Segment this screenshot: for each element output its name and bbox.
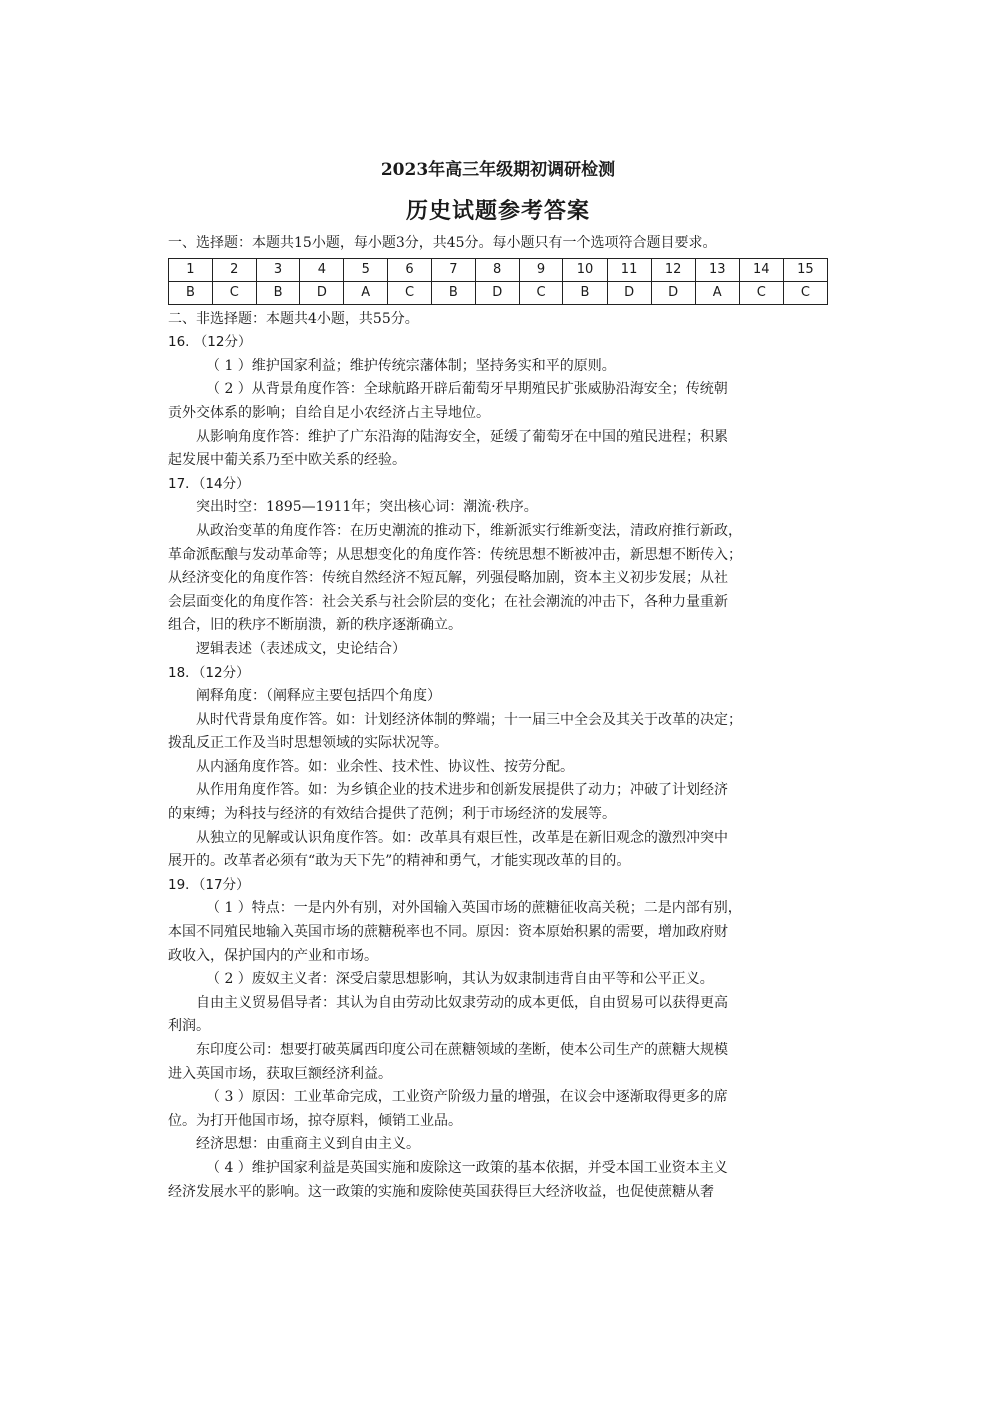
q19-part3-line2: 位。为打开他国市场，掠夺原料，倾销工业品。 [168, 1112, 462, 1129]
answer-cell: C [388, 281, 432, 304]
q16-part2-line2: 贡外交体系的影响；自给自足小农经济占主导地位。 [168, 404, 490, 421]
answer-cell: D [651, 281, 695, 304]
q17-para2-line1: 从政治变革的角度作答：在历史潮流的推动下，维新派实行维新变法，清政府推行新政， [196, 522, 742, 539]
answer-cell: C [739, 281, 783, 304]
q18-para5-line2: 展开的。改革者必须有“敢为天下先”的精神和勇气，才能实现改革的目的。 [168, 853, 631, 870]
question-number: 4 [300, 258, 344, 281]
q18-para1: 阐释角度：（阐释应主要包括四个角度） [196, 688, 441, 705]
q16-part3-line1: 从影响角度作答：维护了广东沿海的陆海安全，延缓了葡萄牙在中国的殖民进程；积累 [196, 428, 728, 445]
answer-cell: A [344, 281, 388, 304]
answer-cell: B [169, 281, 213, 304]
q17-para2-line5: 组合，旧的秩序不断崩溃，新的秩序逐渐确立。 [168, 617, 462, 634]
answer-cell: B [563, 281, 607, 304]
question-number: 15 [783, 258, 827, 281]
q19-part1-line1: （ 1 ）特点：一是内外有别，对外国输入英国市场的蔗糖征收高关税；二是内部有别， [206, 900, 742, 917]
q17-para1: 突出时空：1895—1911年；突出核心词：潮流·秩序。 [196, 499, 538, 516]
q18-para2-line2: 拨乱反正工作及当时思想领域的实际状况等。 [168, 735, 448, 752]
question-number: 6 [388, 258, 432, 281]
q16-part1: （ 1 ）维护国家利益；维护传统宗藩体制；坚持务实和平的原则。 [206, 357, 616, 374]
answer-cell: A [695, 281, 739, 304]
q19-para6: 经济思想：由重商主义到自由主义。 [196, 1136, 420, 1153]
question-number: 3 [256, 258, 300, 281]
q17-para2-line4: 会层面变化的角度作答：社会关系与社会阶层的变化；在社会潮流的冲击下，各种力量重新 [168, 593, 728, 610]
answer-cell: C [519, 281, 563, 304]
q19-part4-line1: （ 4 ）维护国家利益是英国实施和废除这一政策的基本依据，并受本国工业资本主义 [206, 1159, 728, 1176]
question-number: 14 [739, 258, 783, 281]
q18-para4-line2: 的束缚；为科技与经济的有效结合提供了范例；利于市场经济的发展等。 [168, 806, 616, 823]
question-number: 10 [563, 258, 607, 281]
q18-para5-line1: 从独立的见解或认识角度作答。如：改革具有艰巨性，改革是在新旧观念的激烈冲突中 [196, 829, 728, 846]
q19-part3-line1: （ 3 ）原因：工业革命完成，工业资产阶级力量的增强，在议会中逐渐取得更多的席 [206, 1089, 728, 1106]
q19-part1-line2: 本国不同殖民地输入英国市场的蔗糖税率也不同。原因：资本原始积累的需要，增加政府财 [168, 924, 728, 941]
exam-subtitle: 历史试题参考答案 [405, 198, 590, 224]
section1-heading: 一、选择题：本题共15小题，每小题3分，共45分。每小题只有一个选项符合题目要求。 [168, 235, 717, 251]
answer-cell: C [212, 281, 256, 304]
answer-sheet [168, 158, 828, 1204]
answer-cell: C [783, 281, 827, 304]
section2-heading: 二、非选择题：本题共4小题，共55分。 [168, 310, 419, 327]
q17-para3: 逻辑表述（表述成文，史论结合） [196, 640, 406, 657]
q17-para2-line3: 从经济变化的角度作答：传统自然经济不短瓦解，列强侵略加剧，资本主义初步发展；从社 [168, 570, 728, 587]
q18-para2-line1: 从时代背景角度作答。如：计划经济体制的弊端；十一届三中全会及其关于改革的决定； [196, 711, 742, 728]
q19-para3-line1: 自由主义贸易倡导者：其认为自由劳动比奴隶劳动的成本更低，自由贸易可以获得更高 [196, 994, 728, 1011]
q16-part3-line2: 起发展中葡关系乃至中欧关系的经验。 [168, 452, 406, 469]
q18-para4-line1: 从作用角度作答。如：为乡镇企业的技术进步和创新发展提供了动力；冲破了计划经济 [196, 782, 728, 799]
q19-part1-line3: 政收入，保护国内的产业和市场。 [168, 947, 378, 964]
q19-para3-line2: 利润。 [168, 1018, 210, 1035]
q19-para4-line2: 进入英国市场，获取巨额经济利益。 [168, 1065, 392, 1082]
q18-heading: 18．（12分） [168, 664, 250, 681]
question-number: 8 [475, 258, 519, 281]
question-number: 11 [607, 258, 651, 281]
q16-part2-line1: （ 2 ）从背景角度作答：全球航路开辟后葡萄牙早期殖民扩张威胁沿海安全；传统朝 [206, 381, 728, 398]
question-number: 13 [695, 258, 739, 281]
answer-cell: D [300, 281, 344, 304]
q19-heading: 19．（17分） [168, 876, 250, 893]
question-number: 1 [169, 258, 213, 281]
q16-heading: 16. （12分） [168, 334, 252, 351]
q19-part2: （ 2 ）废奴主义者：深受启蒙思想影响，其认为奴隶制违背自由平等和公平正义。 [206, 971, 714, 988]
question-number: 2 [212, 258, 256, 281]
q19-part4-line2: 经济发展水平的影响。这一政策的实施和废除使英国获得巨大经济收益，也促使蔗糖从奢 [168, 1183, 714, 1200]
question-number: 9 [519, 258, 563, 281]
question-number: 12 [651, 258, 695, 281]
answer-cell: D [607, 281, 651, 304]
answer-cell: D [475, 281, 519, 304]
answer-row [169, 281, 828, 304]
q18-para3: 从内涵角度作答。如：业余性、技术性、协议性、按劳分配。 [196, 758, 574, 775]
q17-para2-line2: 革命派酝酿与发动革命等；从思想变化的角度作答：传统思想不断被冲击，新思想不断传入； [168, 546, 742, 563]
question-number: 5 [344, 258, 388, 281]
question-number: 7 [431, 258, 475, 281]
q19-para4-line1: 东印度公司：想要打破英属西印度公司在蔗糖领域的垄断，使本公司生产的蔗糖大规模 [196, 1042, 728, 1058]
answer-table [168, 258, 828, 305]
question-number-row [169, 258, 828, 281]
exam-title: 2023年高三年级期初调研检测 [380, 160, 616, 180]
answer-cell: B [256, 281, 300, 304]
q17-heading: 17．（14分） [168, 475, 250, 492]
answer-cell: B [431, 281, 475, 304]
